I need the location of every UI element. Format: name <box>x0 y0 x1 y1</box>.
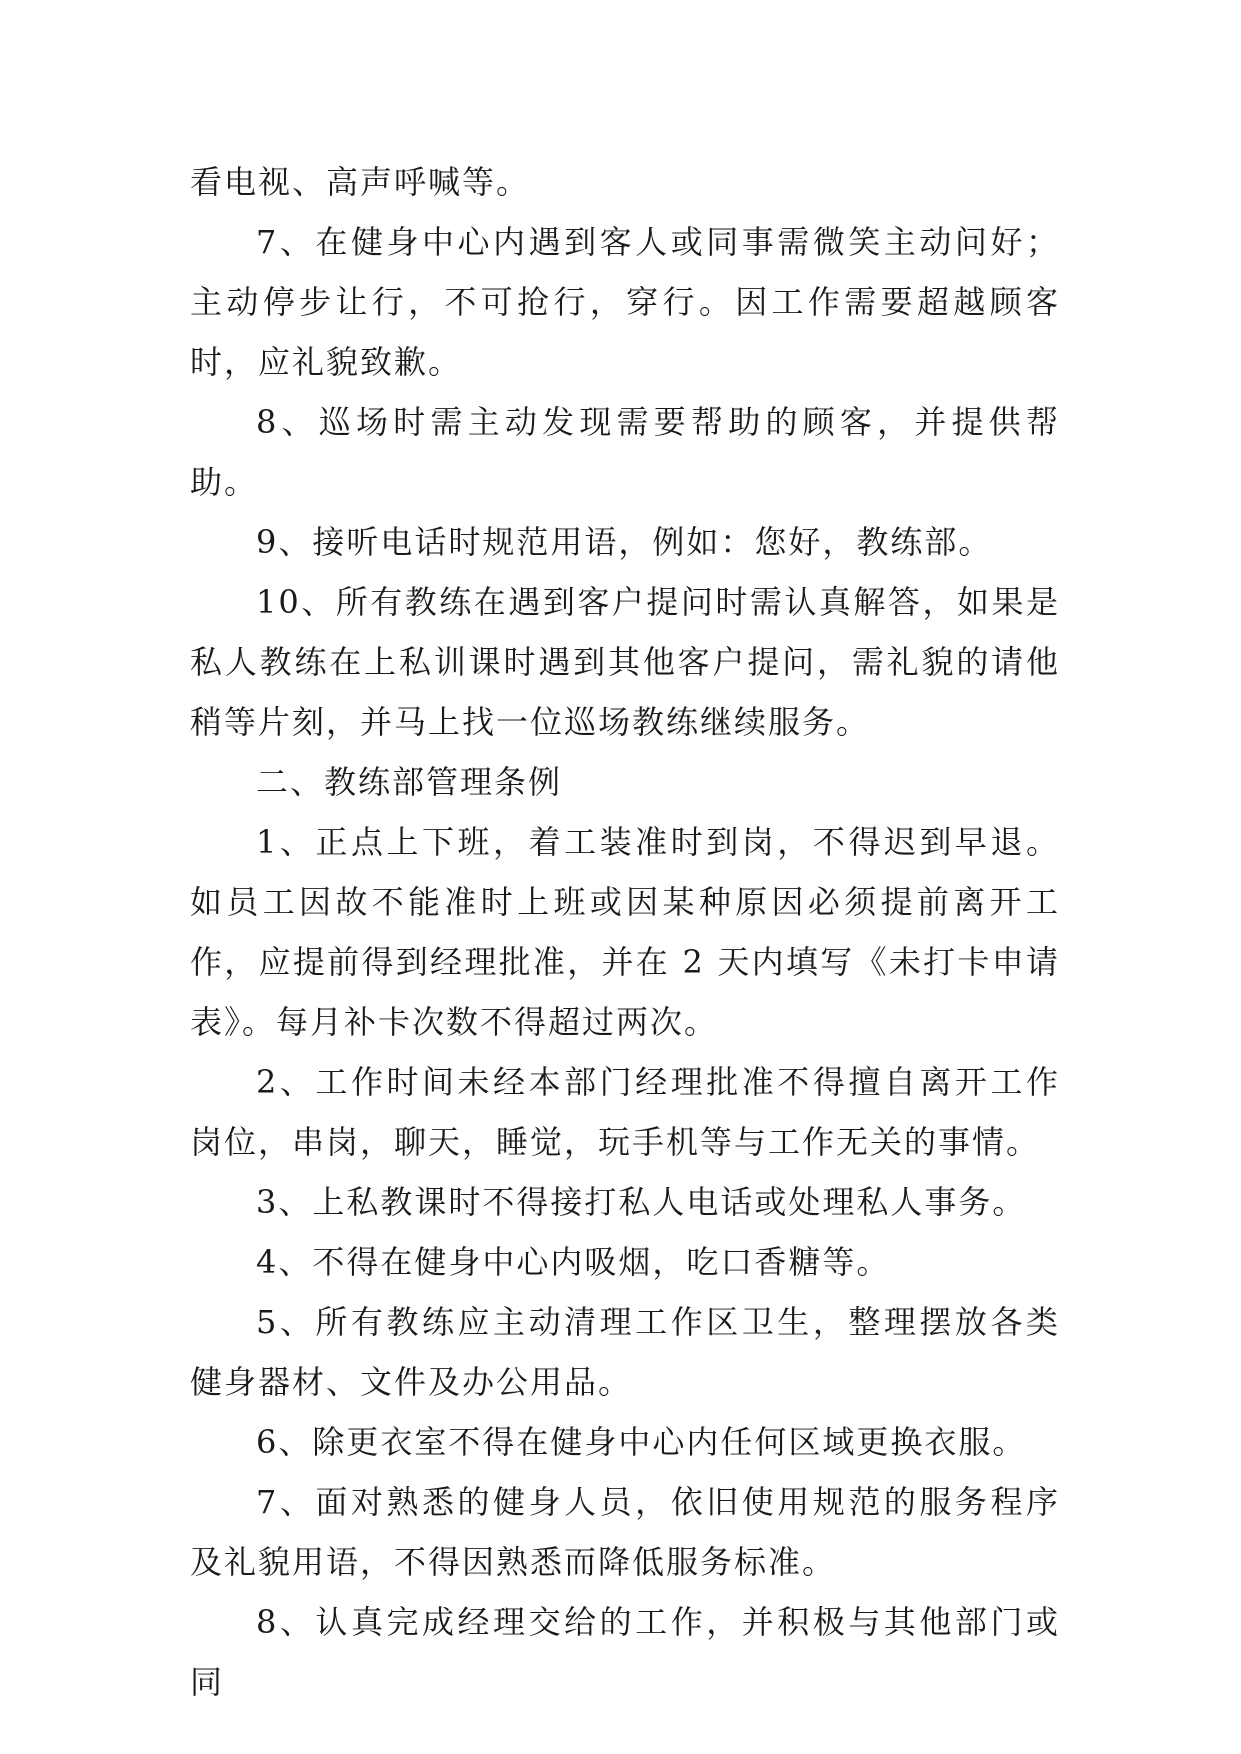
paragraph-rule-1-9: 9、接听电话时规范用语，例如：您好，教练部。 <box>256 523 993 561</box>
paragraph-rule-2-7: 7、面对熟悉的健身人员，依旧使用规范的服务程序及礼貌用语，不得因熟悉而降低服务标准。 <box>190 1483 1060 1581</box>
paragraph-rule-2-1: 1、正点上下班，着工装准时到岗，不得迟到早退。如员工因故不能准时上班或因某种原因必须提前离开工作，应提前得到经理批准，并在 2 天内填写《未打卡申请表》。每月补卡次数不得超过两次。 <box>190 823 1060 1041</box>
paragraph-rule-1-8: 8、巡场时需主动发现需要帮助的顾客，并提供帮助。 <box>190 403 1060 501</box>
paragraph-rule-1-10: 10、所有教练在遇到客户提问时需认真解答，如果是私人教练在上私训课时遇到其他客户提问，需礼貌的请他稍等片刻，并马上找一位巡场教练继续服务。 <box>190 583 1060 741</box>
paragraph-rule-2-6: 6、除更衣室不得在健身中心内任何区域更换衣服。 <box>256 1423 1027 1461</box>
paragraph-rule-2-2: 2、工作时间未经本部门经理批准不得擅自离开工作岗位，串岗，聊天，睡觉，玩手机等与工作无关的事情。 <box>190 1063 1060 1161</box>
paragraph-rule-2-5: 5、所有教练应主动清理工作区卫生，整理摆放各类健身器材、文件及办公用品。 <box>190 1303 1060 1401</box>
paragraph-rule-1-7: 7、在健身中心内遇到客人或同事需微笑主动问好；主动停步让行，不可抢行，穿行。因工作需要超越顾客时，应礼貌致歉。 <box>190 223 1060 381</box>
paragraph-rule-2-4: 4、不得在健身中心内吸烟，吃口香糖等。 <box>256 1243 891 1281</box>
document-body <box>190 152 1060 1712</box>
section-heading: 二、教练部管理条例 <box>256 763 563 801</box>
paragraph-rule-2-3: 3、上私教课时不得接打私人电话或处理私人事务。 <box>256 1183 1027 1221</box>
paragraph-continuation: 看电视、高声呼喊等。 <box>190 163 531 201</box>
paragraph-rule-2-8: 8、认真完成经理交给的工作，并积极与其他部门或同 <box>190 1603 1060 1701</box>
